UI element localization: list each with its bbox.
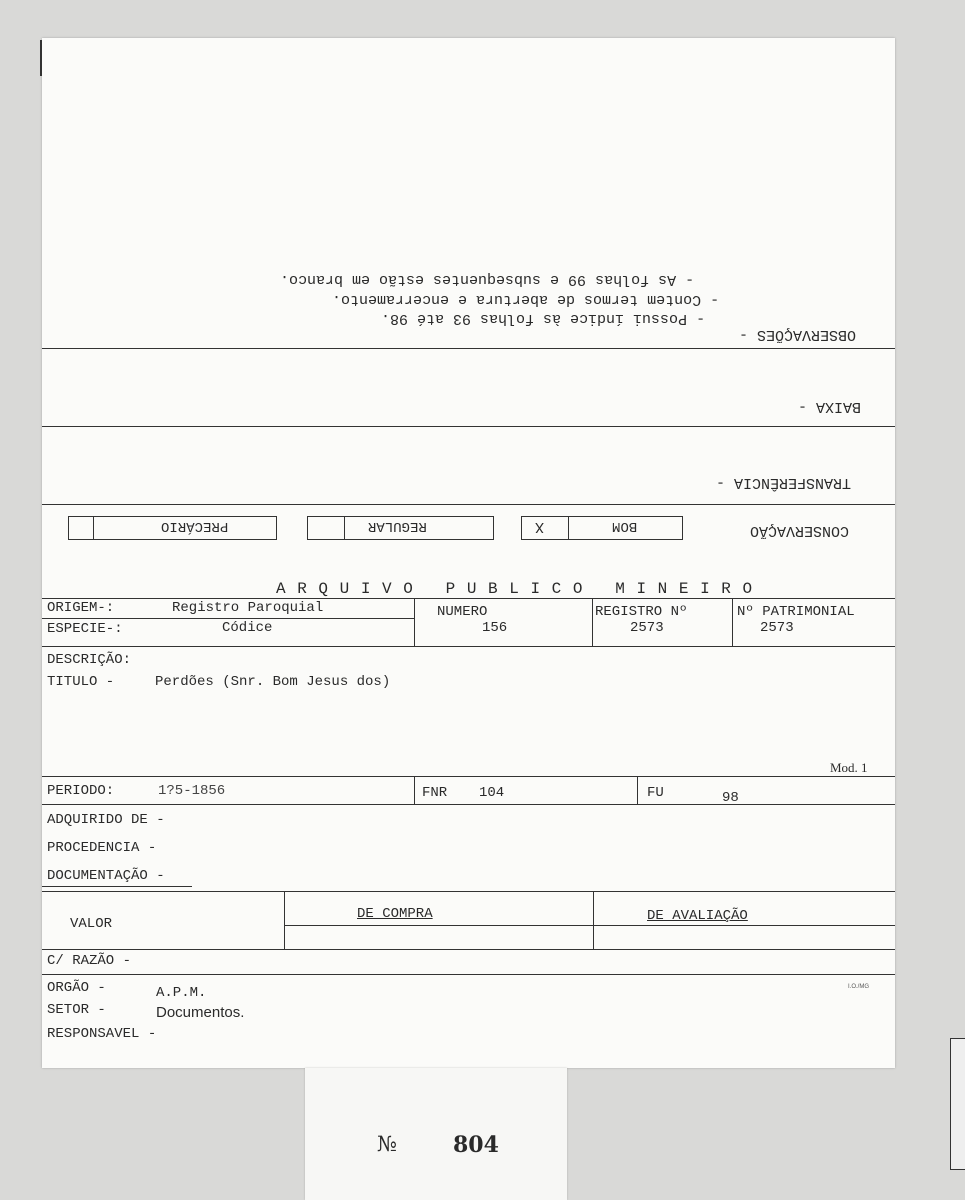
- periodo-label: PERIODO:: [47, 783, 115, 799]
- valor-compra: DE COMPRA: [357, 906, 433, 922]
- especie-value: Códice: [222, 620, 273, 636]
- responsavel-label: RESPONSAVEL -: [47, 1026, 157, 1042]
- col-divider-1: [414, 598, 415, 646]
- descricao-label: DESCRIÇÃO:: [47, 652, 132, 668]
- fnr-value: 104: [479, 785, 505, 801]
- io-mark: I.O./MG: [848, 984, 869, 990]
- precario-label: PRECÁRIO: [161, 518, 229, 534]
- archive-title: A R Q U I V O P U B L I C O M I N E I R O: [276, 580, 754, 598]
- patrimonial-value: 2573: [760, 620, 794, 636]
- box-bom: [521, 516, 683, 540]
- origem-label: ORIGEM-:: [47, 600, 115, 616]
- observacoes-line-1: - Possui índice às folhas 93 até 98.: [381, 310, 706, 327]
- box-bom-divider: [568, 517, 569, 539]
- fu-value: 98: [722, 790, 739, 806]
- valor-mid-line: [284, 925, 895, 926]
- box-precario-divider: [93, 517, 94, 539]
- divider-descricao: [42, 776, 895, 777]
- valor-divider-1: [284, 891, 285, 949]
- procedencia-label: PROCEDENCIA -: [47, 840, 157, 856]
- observacoes-line-2: - Contem termos de abertura e encerramento.: [332, 291, 720, 308]
- periodo-value: 1?5-1856: [158, 783, 226, 799]
- divider-header: [42, 598, 895, 599]
- divider-razao: [42, 974, 895, 975]
- adquirido-label: ADQUIRIDO DE -: [47, 812, 165, 828]
- titulo-value: Perdões (Snr. Bom Jesus dos): [155, 674, 391, 690]
- divider-transferencia: [42, 504, 895, 505]
- documentacao-underline: [42, 886, 192, 887]
- documentacao-label: DOCUMENTAÇÃO -: [47, 868, 165, 884]
- titulo-label: TITULO -: [47, 674, 115, 690]
- registro-value: 2573: [630, 620, 664, 636]
- registro-label: REGISTRO Nº: [595, 604, 688, 620]
- periodo-divider-1: [414, 776, 415, 804]
- box-regular: [307, 516, 494, 540]
- box-regular-divider: [344, 517, 345, 539]
- valor-avaliacao: DE AVALIAÇÃO: [647, 908, 748, 924]
- origem-value: Registro Paroquial: [172, 600, 324, 616]
- conservacao-label: CONSERVAÇÃO: [750, 522, 850, 539]
- especie-label: ESPECIE-:: [47, 621, 123, 637]
- side-strip: [950, 1038, 965, 1170]
- number-slip: [305, 1068, 567, 1200]
- mod-label: Mod. 1: [830, 760, 868, 775]
- archive-card: [42, 38, 895, 1068]
- orgao-label: ORGÃO -: [47, 980, 106, 996]
- number-sign: №: [377, 1132, 397, 1156]
- divider-baixa: [42, 426, 895, 427]
- numero-value: 156: [482, 620, 508, 636]
- col-divider-2: [592, 598, 593, 646]
- observacoes-line-3: - As folhas 99 e subsequentes estão em branco.: [280, 271, 695, 288]
- margin-mark: [40, 40, 42, 76]
- observacoes-label: OBSERVAÇÕES -: [739, 326, 857, 343]
- numero-label: NUMERO: [437, 604, 488, 620]
- slip-number: 804: [453, 1132, 499, 1158]
- razao-label: C/ RAZÃO -: [47, 953, 132, 969]
- divider-periodo: [42, 804, 895, 805]
- patrimonial-label: Nº PATRIMONIAL: [737, 604, 855, 620]
- orgao-value: A.P.M.: [156, 985, 207, 1001]
- setor-value: Documentos.: [156, 1004, 245, 1021]
- valor-divider-2: [593, 891, 594, 949]
- baixa-label: BAIXA -: [798, 398, 862, 415]
- bom-mark: X: [535, 518, 545, 535]
- transferencia-label: TRANSFERÊNCIA -: [716, 474, 852, 491]
- setor-label: SETOR -: [47, 1002, 106, 1018]
- fnr-label: FNR: [422, 785, 448, 801]
- bom-label: BOM: [612, 518, 638, 534]
- valor-label: VALOR: [70, 916, 113, 932]
- divider-origem: [42, 618, 414, 619]
- periodo-divider-2: [637, 776, 638, 804]
- divider-observacoes: [42, 348, 895, 349]
- valor-bottom-line: [42, 949, 895, 950]
- col-divider-3: [732, 598, 733, 646]
- valor-top-line: [42, 891, 895, 892]
- divider-ids: [42, 646, 895, 647]
- fu-label: FU: [647, 785, 664, 801]
- box-precario: [68, 516, 277, 540]
- regular-label: REGULAR: [368, 518, 427, 534]
